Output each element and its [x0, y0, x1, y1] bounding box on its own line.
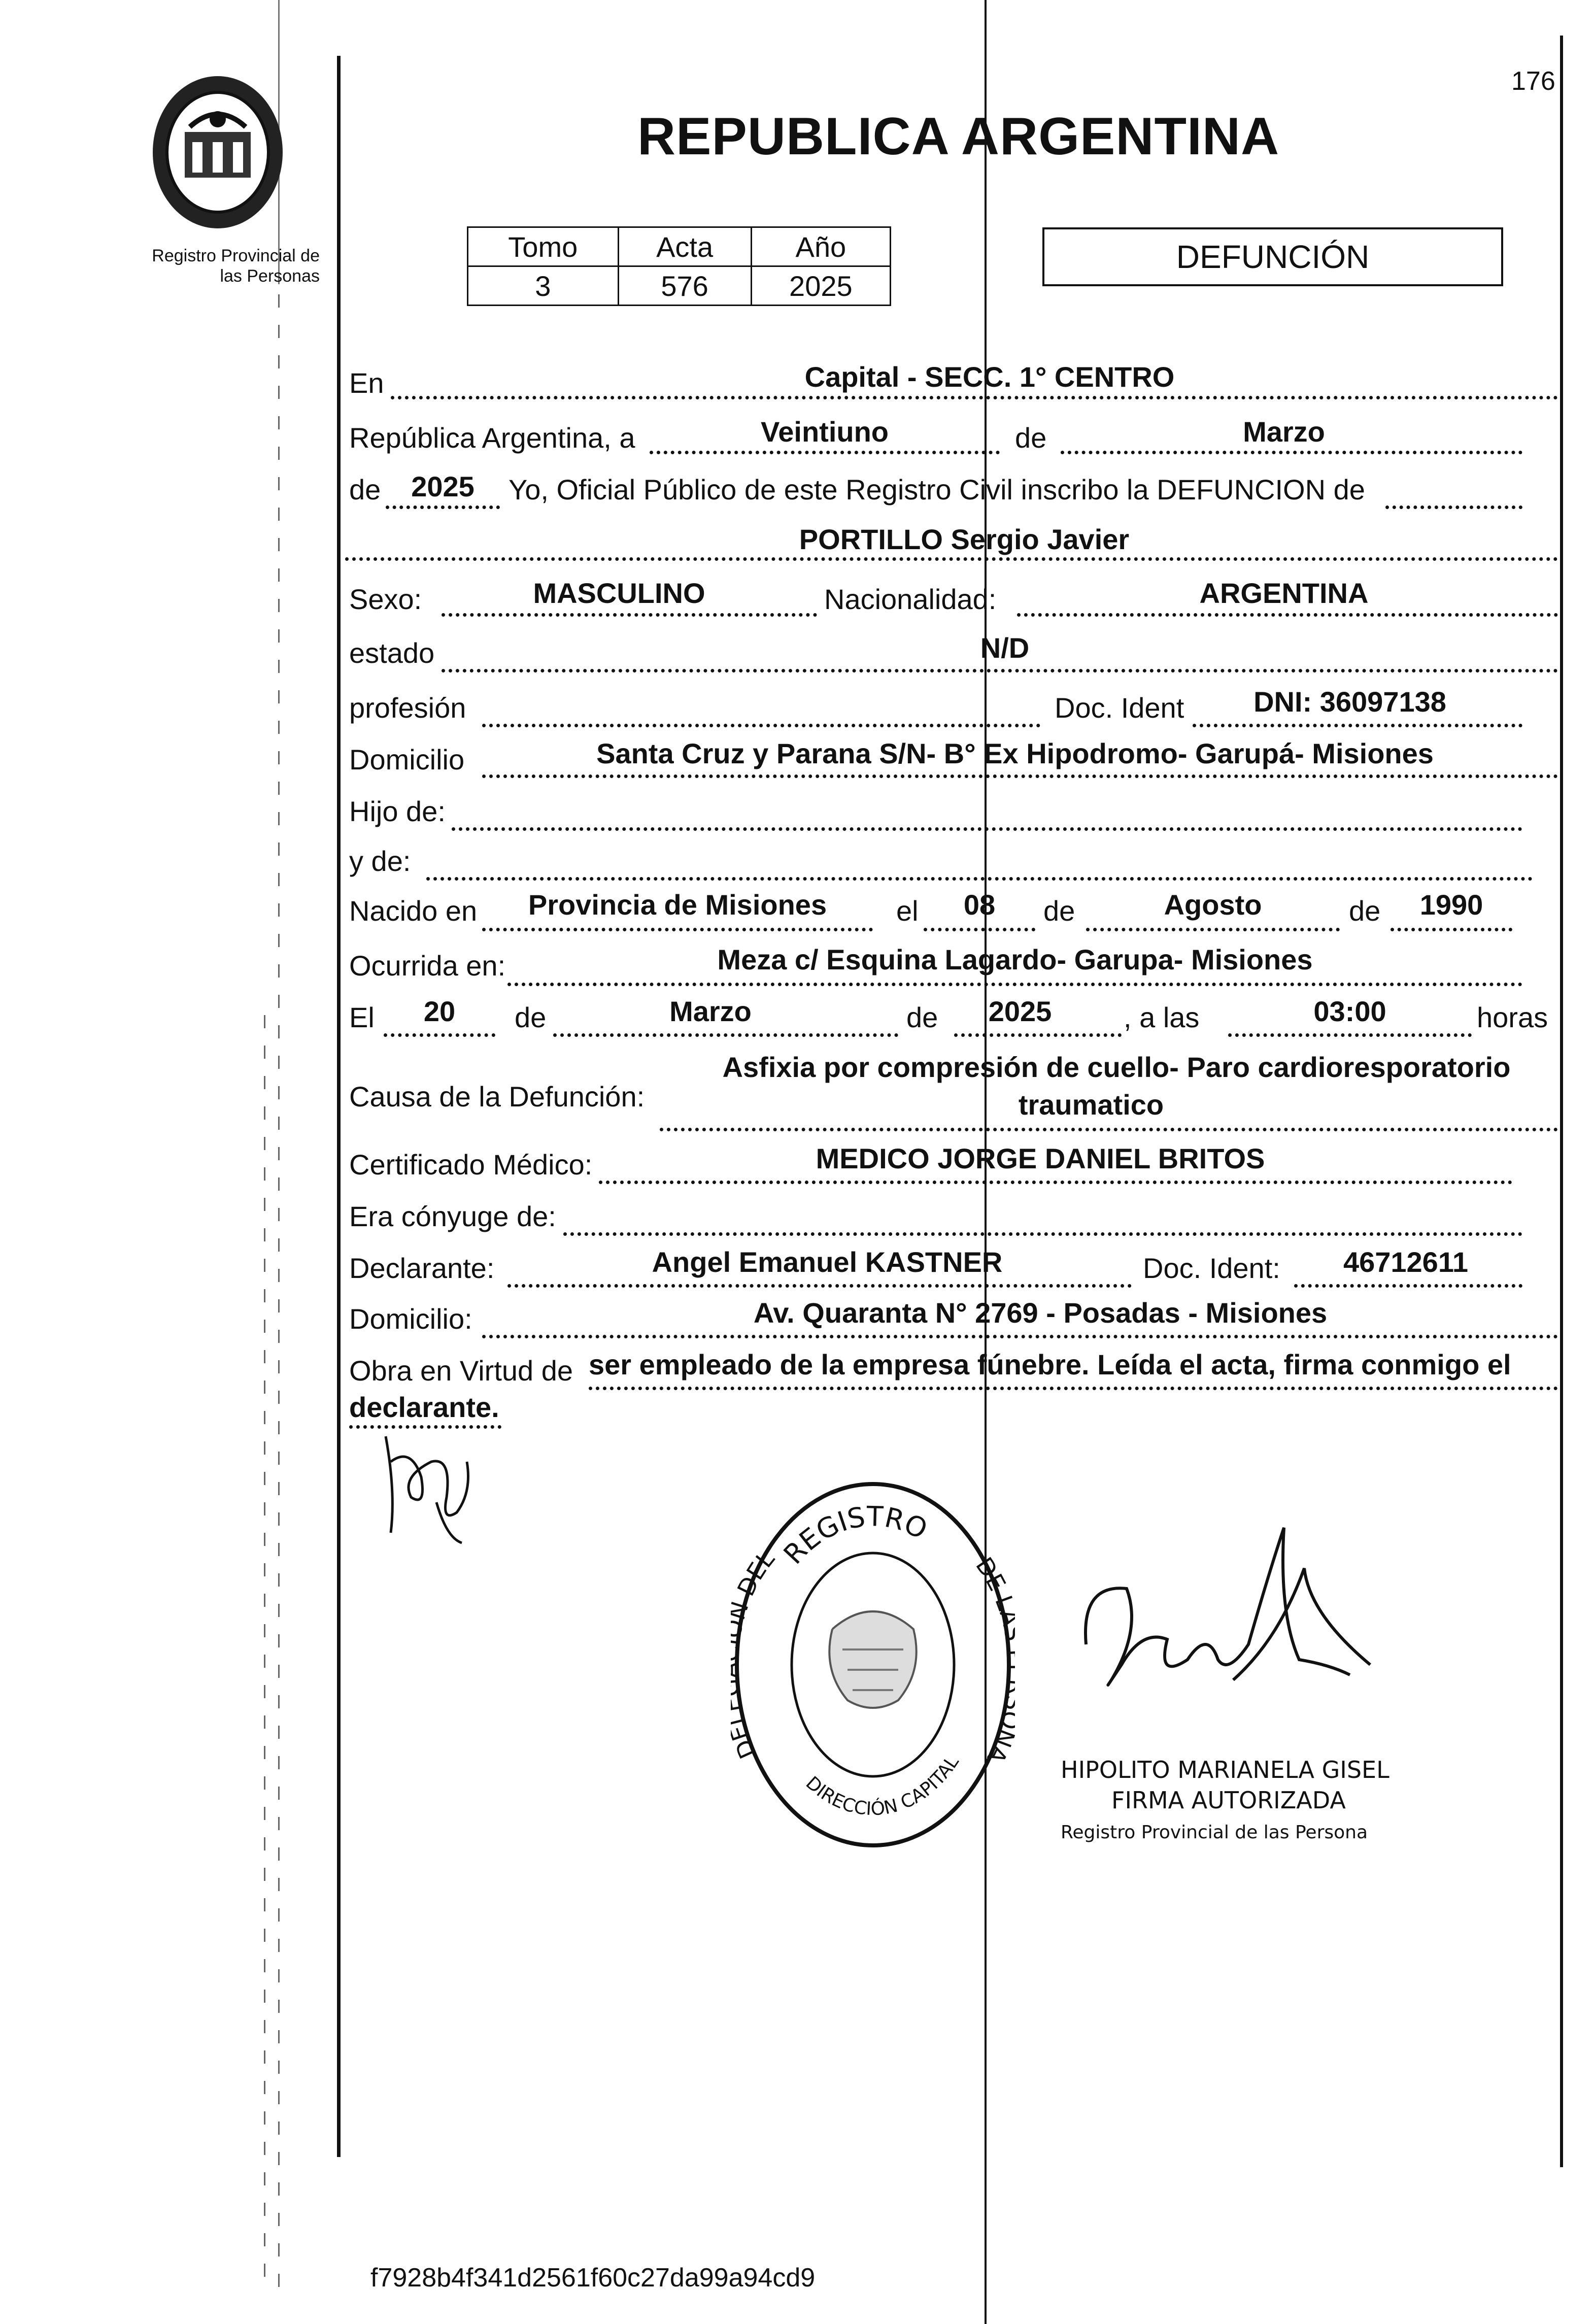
sex-value: MASCULINO [533, 577, 705, 609]
hijo-line [452, 827, 1522, 831]
record-table-header-row [468, 227, 891, 266]
inscribo-line [1385, 506, 1522, 509]
obra-label: Obra en Virtud de [349, 1355, 573, 1387]
republic-label: República Argentina, a [349, 422, 635, 454]
doc2-line [1294, 1284, 1522, 1288]
doc-label: Doc. Ident [1055, 692, 1184, 724]
birth-place-value: Provincia de Misiones [528, 889, 827, 921]
record-table-value-row [468, 266, 891, 306]
nationality-line [1017, 613, 1558, 617]
el2-label: El [349, 1001, 375, 1033]
causa-line [660, 1128, 1558, 1131]
svg-text:DELEGACIÓN DEL [731, 1545, 780, 1763]
estado-line [442, 669, 1558, 672]
doc-line [1193, 724, 1522, 727]
domicilio2-line [482, 1335, 1558, 1338]
birth-place-line [482, 928, 873, 931]
left-border-line [337, 56, 341, 2157]
name-line [345, 557, 1558, 561]
inscribo-text: Yo, Oficial Público de este Registro Civil inscribo la DEFUNCION de [509, 474, 1365, 506]
official-org: Registro Provincial de las Persona [1061, 1822, 1368, 1843]
causa-label: Causa de la Defunción: [349, 1081, 645, 1113]
declarante-label: Declarante: [349, 1252, 495, 1284]
table-header-anio: Año [751, 227, 890, 266]
stamp-right-text: DE A [970, 1552, 1013, 1768]
registry-name [101, 246, 320, 286]
causa-line1-value: Asfixia por compresión de cuello- Paro cardioresporatorio [722, 1051, 1511, 1083]
en-label: En [349, 367, 384, 399]
right-border-line [1560, 36, 1563, 2167]
registry-stamp [731, 1477, 1015, 1853]
table-cell-anio: 2025 [751, 266, 890, 306]
domicilio2-label: Domicilio: [349, 1303, 472, 1335]
conyuge-label: Era cónyuge de: [349, 1200, 556, 1232]
doc-value: DNI: 36097138 [1253, 686, 1446, 718]
estado-label: estado [349, 637, 435, 669]
margin-dash-line [278, 294, 280, 2299]
official-signature [1066, 1512, 1380, 1756]
cert-value: MEDICO JORGE DANIEL BRITOS [816, 1142, 1265, 1174]
page-number: 176 [1511, 66, 1555, 96]
year-value: 2025 [411, 470, 474, 502]
margin-dash-line [264, 1015, 265, 2284]
cert-line [599, 1181, 1512, 1184]
table-cell-tomo: 3 [468, 266, 619, 306]
obra-line2-underline [349, 1425, 501, 1429]
birth-month-line [1086, 928, 1340, 931]
doc2-value: 46712611 [1343, 1246, 1469, 1278]
de-label-1: de [1015, 422, 1047, 454]
obra-line2-value: declarante. [349, 1391, 499, 1423]
estado-value: N/D [980, 632, 1030, 664]
day-line [650, 451, 1000, 454]
death-time-value: 03:00 [1313, 995, 1386, 1027]
yde-line [426, 877, 1533, 881]
death-month-line [553, 1033, 898, 1037]
registry-line2: las Personas [220, 266, 320, 286]
document-hash: f7928b4f341d2561f60c27da99a94cd9 [370, 2263, 816, 2293]
death-day-line [384, 1033, 495, 1037]
domicilio2-value: Av. Quaranta N° 2769 - Posadas - Misiones [753, 1297, 1328, 1329]
de-label-5: de [515, 1001, 547, 1033]
nacido-label: Nacido en [349, 895, 478, 927]
ocurrida-line [507, 983, 1522, 986]
ocurrida-value: Meza c/ Esquina Lagardo- Garupa- Misiones [717, 944, 1313, 975]
stamp-top-text: REGISTRO [777, 1500, 933, 1571]
page-title: REPUBLICA ARGENTINA [637, 107, 1280, 166]
alas-label: , a las [1124, 1001, 1200, 1033]
stamp-left-text: D DEL [731, 1545, 780, 1763]
domicilio-value: Santa Cruz y Parana S/N- B° Ex Hipodromo- Garupá- Misiones [596, 737, 1434, 769]
de-label-3: de [1043, 895, 1075, 927]
yde-label: y de: [349, 845, 411, 877]
table-header-acta: Acta [618, 227, 751, 266]
table-header-tomo: Tomo [468, 227, 619, 266]
record-type-box: DEFUNCIÓN [1042, 227, 1503, 286]
de-label-2: de [349, 474, 381, 506]
month-value: Marzo [1243, 416, 1325, 448]
domicilio-label: Domicilio [349, 744, 465, 776]
nationality-value: ARGENTINA [1199, 577, 1369, 609]
ocurrida-label: Ocurrida en: [349, 950, 506, 982]
doc2-label: Doc. Ident: [1143, 1252, 1280, 1284]
official-title: FIRMA AUTORIZADA [1111, 1787, 1346, 1814]
sex-label: Sexo: [349, 583, 422, 615]
svg-text:DIRECCIÓN CAPITAL [802, 1752, 963, 1820]
declarante-value: Angel Emanuel KASTNER [652, 1246, 1003, 1278]
death-month-value: Marzo [669, 995, 752, 1027]
obra-line [589, 1387, 1558, 1390]
registry-line1: Registro Provincial de [152, 246, 320, 265]
death-year-value: 2025 [988, 995, 1052, 1027]
death-time-line [1228, 1033, 1472, 1037]
profesion-line [482, 724, 1040, 727]
province-seal [144, 71, 291, 233]
horas-label: horas [1477, 1001, 1548, 1033]
day-words-value: Veintiuno [761, 416, 889, 448]
hijo-label: Hijo de: [349, 795, 446, 827]
domicilio-line [482, 774, 1558, 778]
sex-line [442, 613, 817, 617]
conyuge-line [563, 1232, 1522, 1236]
declarante-line [507, 1284, 1132, 1288]
place-line [391, 396, 1558, 399]
el-label: el [896, 895, 919, 927]
deceased-name-value: PORTILLO Sergio Javier [799, 523, 1130, 555]
profesion-label: profesión [349, 692, 466, 724]
birth-year-value: 1990 [1419, 889, 1483, 921]
de-label-6: de [906, 1001, 938, 1033]
official-name: HIPOLITO MARIANELA GISEL [1061, 1756, 1389, 1783]
death-year-line [954, 1033, 1122, 1037]
cert-label: Certificado Médico: [349, 1149, 593, 1181]
record-table [467, 226, 891, 306]
table-cell-acta: 576 [618, 266, 751, 306]
birth-day-line [924, 928, 1035, 931]
month-line [1061, 451, 1522, 454]
causa-line2-value: traumatico [1018, 1089, 1164, 1121]
stamp-bottom-text: DIRECCIÓN CAPITAL [801, 1752, 963, 1820]
declarant-signature [376, 1431, 487, 1553]
death-day-value: 20 [423, 995, 456, 1027]
obra-line1-value: ser empleado de la empresa fúnebre. Leída el acta, firma conmigo el [589, 1349, 1511, 1380]
year-line [386, 506, 500, 509]
birth-month-value: Agosto [1164, 889, 1262, 921]
place-value: Capital - SECC. 1° CENTRO [804, 361, 1175, 393]
birth-year-line [1391, 928, 1512, 931]
de-label-4: de [1349, 895, 1381, 927]
birth-day-value: 08 [963, 889, 996, 921]
nationality-label: Nacionalidad: [824, 583, 997, 615]
